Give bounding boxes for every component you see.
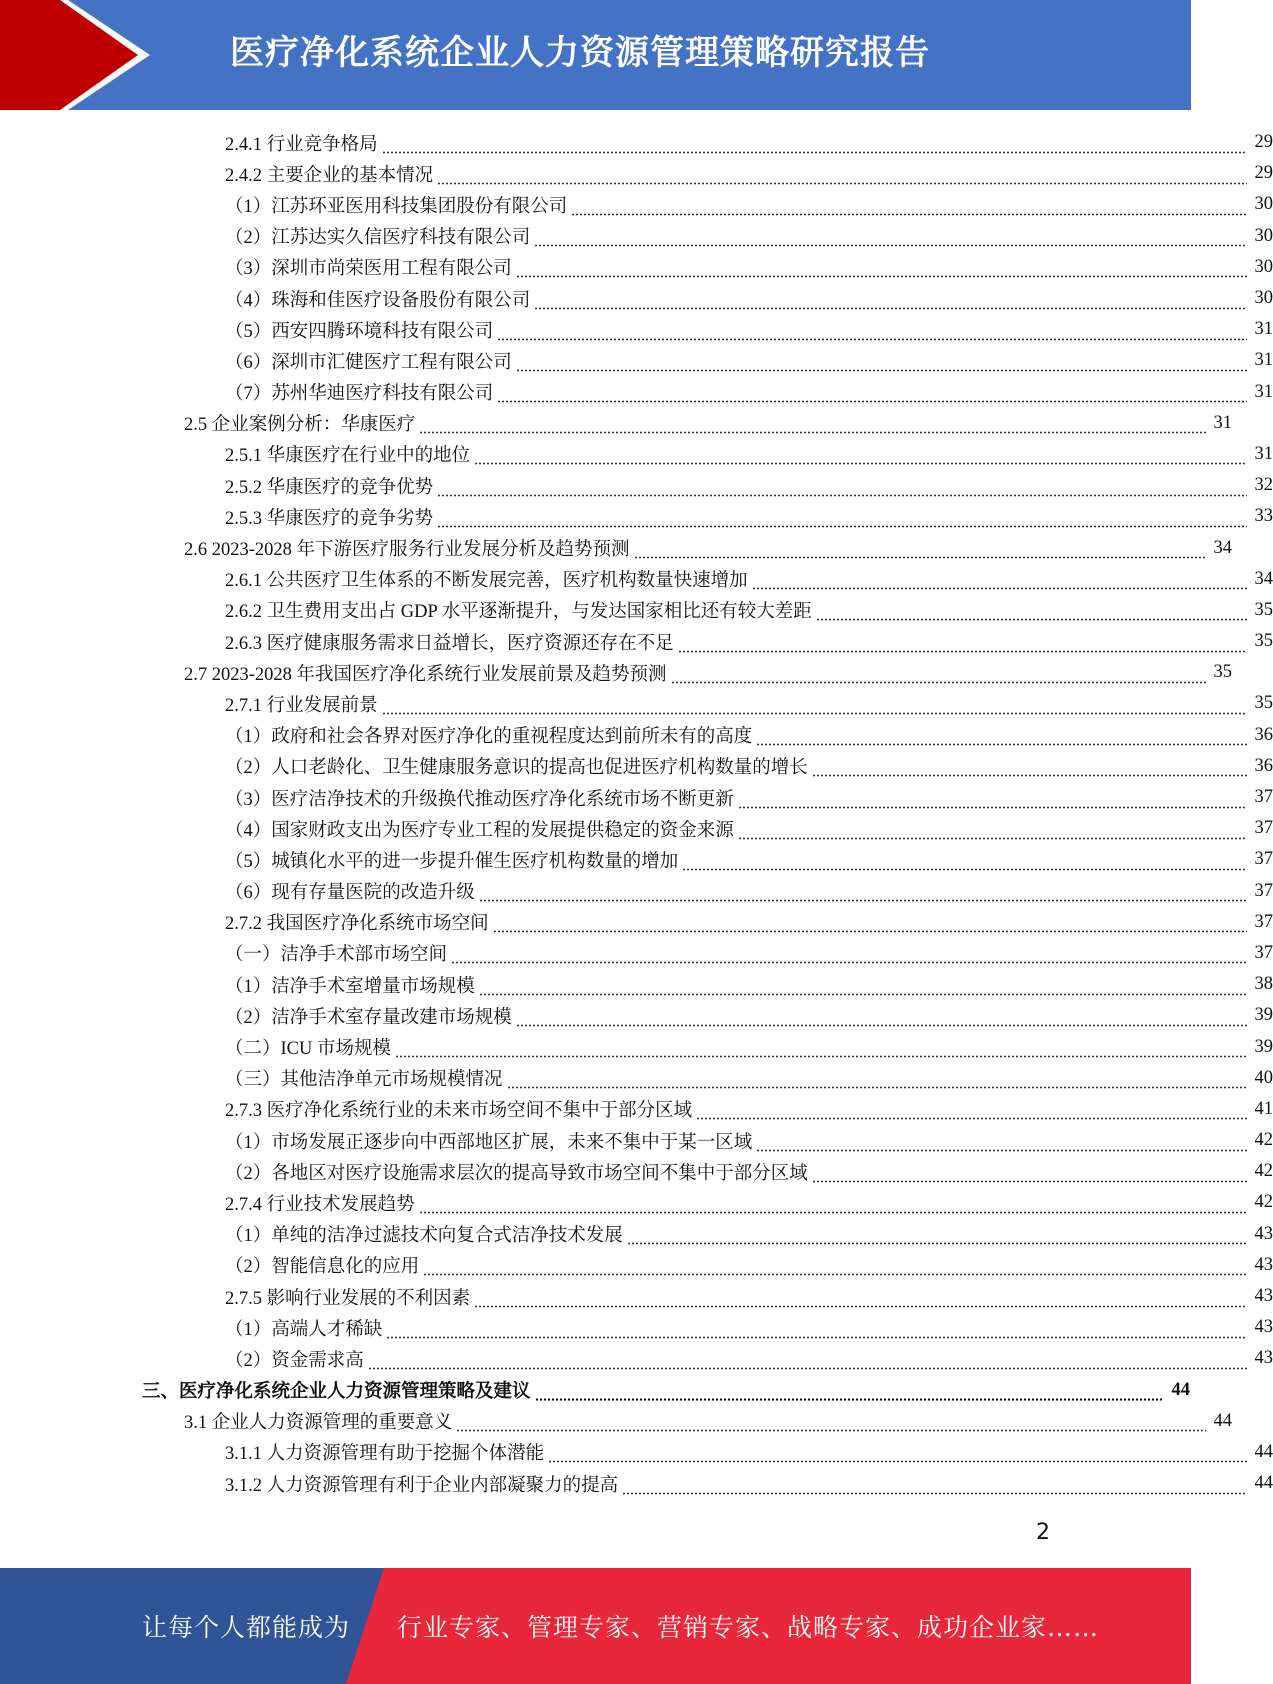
page-header — [0, 0, 1191, 110]
toc-entry-page: 39 — [1254, 1036, 1273, 1057]
toc-entry[interactable] — [0, 876, 1273, 907]
toc-entry-label: 2.4.2 主要企业的基本情况 — [225, 165, 434, 186]
toc-entry-page: 37 — [1254, 818, 1273, 839]
toc-entry-page: 43 — [1254, 1348, 1273, 1369]
toc-entry-label: 2.7 2023-2028 年我国医疗净化系统行业发展前景及趋势预测 — [184, 664, 667, 685]
toc-entry[interactable] — [0, 408, 1232, 439]
toc-entry[interactable] — [0, 751, 1273, 782]
toc-entry-page: 37 — [1254, 880, 1273, 901]
toc-entry-page: 31 — [1213, 412, 1232, 433]
toc-leader-dots — [682, 853, 1247, 871]
toc-entry-page: 36 — [1254, 724, 1273, 745]
toc-leader-dots — [756, 728, 1247, 746]
toc-entry[interactable] — [0, 1312, 1273, 1343]
toc-leader-dots — [534, 292, 1247, 310]
toc-entry[interactable] — [0, 595, 1273, 626]
toc-entry-page: 35 — [1254, 599, 1273, 620]
page-number: 2 — [1036, 1520, 1050, 1545]
toc-entry-label: （二）ICU 市场规模 — [225, 1039, 391, 1060]
toc-leader-dots — [386, 1321, 1247, 1339]
toc-entry[interactable] — [0, 501, 1273, 532]
toc-entry-page: 38 — [1254, 974, 1273, 995]
toc-entry-label: （2）资金需求高 — [225, 1350, 364, 1371]
toc-leader-dots — [437, 479, 1247, 497]
toc-entry-page: 31 — [1254, 350, 1273, 371]
toc-entry-label: 2.5.1 华康医疗在行业中的地位 — [225, 446, 471, 467]
toc-leader-dots — [451, 946, 1247, 964]
toc-entry-page: 44 — [1254, 1441, 1273, 1462]
page-footer — [0, 1568, 1191, 1684]
toc-entry[interactable] — [0, 221, 1273, 252]
toc-leader-dots — [534, 229, 1247, 247]
toc-entry[interactable] — [0, 564, 1273, 595]
toc-entry[interactable] — [0, 1281, 1273, 1312]
toc-entry[interactable] — [0, 1219, 1273, 1250]
toc-entry-label: 2.6.3 医疗健康服务需求日益增长，医疗资源还存在不足 — [225, 633, 674, 654]
toc-entry-label: 3.1.1 人力资源管理有助于挖掘个体潜能 — [225, 1444, 545, 1465]
toc-entry-page: 42 — [1254, 1130, 1273, 1151]
toc-entry-page: 44 — [1254, 1473, 1273, 1494]
toc-leader-dots — [548, 1445, 1247, 1463]
toc-entry-page: 31 — [1254, 381, 1273, 402]
toc-entry-label: （三）其他洁净单元市场规模情况 — [225, 1070, 503, 1091]
toc-leader-dots — [437, 510, 1247, 528]
footer-slogan-right: 行业专家、管理专家、营销专家、战略专家、成功企业家…… — [397, 1613, 1100, 1642]
toc-entry[interactable] — [0, 345, 1273, 376]
toc-entry[interactable] — [0, 844, 1273, 875]
footer-slogan-left: 让每个人都能成为 — [142, 1613, 351, 1642]
toc-entry[interactable] — [0, 1063, 1273, 1094]
toc-entry[interactable] — [0, 720, 1273, 751]
toc-entry[interactable] — [0, 1468, 1273, 1499]
toc-leader-dots — [516, 354, 1247, 372]
toc-entry-label: 2.4.1 行业竞争格局 — [225, 134, 378, 155]
toc-leader-dots — [756, 1134, 1247, 1152]
toc-leader-dots — [535, 1383, 1164, 1401]
toc-entry-page: 31 — [1254, 319, 1273, 340]
toc-entry-label: 2.6.2 卫生费用支出占 GDP 水平逐渐提升，与发达国家相比还有较大差距 — [225, 602, 812, 623]
toc-entry-label: 2.7.2 我国医疗净化系统市场空间 — [225, 914, 489, 935]
toc-entry-page: 35 — [1254, 631, 1273, 652]
toc-leader-dots — [497, 385, 1247, 403]
toc-entry-label: 2.5.2 华康医疗的竞争优势 — [225, 477, 434, 498]
toc-entry-page: 37 — [1254, 787, 1273, 808]
toc-entry[interactable] — [0, 1406, 1232, 1437]
toc-entry-page: 29 — [1254, 163, 1273, 184]
toc-entry[interactable] — [0, 1250, 1273, 1281]
toc-entry[interactable] — [0, 314, 1273, 345]
toc-leader-dots — [382, 697, 1247, 715]
toc-leader-dots — [474, 447, 1247, 465]
toc-entry-page: 44 — [1171, 1379, 1190, 1400]
toc-entry-label: （5）西安四腾环境科技有限公司 — [225, 321, 494, 342]
toc-entry-label: （3）医疗洁净技术的升级换代推动医疗净化系统市场不断更新 — [225, 789, 734, 810]
toc-entry[interactable] — [0, 813, 1273, 844]
toc-entry[interactable] — [0, 688, 1273, 719]
toc-entry-label: （2）各地区对医疗设施需求层次的提高导致市场空间不集中于部分区域 — [225, 1163, 808, 1184]
toc-entry-label: （2）智能信息化的应用 — [225, 1257, 420, 1278]
toc-entry-label: 3.1 企业人力资源管理的重要意义 — [184, 1413, 453, 1434]
toc-entry-label: （2）人口老龄化、卫生健康服务意识的提高也促进医疗机构数量的增长 — [225, 758, 808, 779]
toc-entry-label: （1）高端人才稀缺 — [225, 1319, 383, 1340]
toc-entry-label: （一）洁净手术部市场空间 — [225, 945, 448, 966]
toc-entry-page: 39 — [1254, 1005, 1273, 1026]
toc-entry-label: 2.7.3 医疗净化系统行业的未来市场空间不集中于部分区域 — [225, 1101, 693, 1122]
toc-entry-page: 33 — [1254, 506, 1273, 527]
toc-entry-label: （1）洁净手术室增量市场规模 — [225, 976, 475, 997]
toc-entry-label: （4）国家财政支出为医疗专业工程的发展提供稳定的资金来源 — [225, 820, 734, 841]
toc-entry-page: 30 — [1254, 225, 1273, 246]
toc-entry-page: 35 — [1254, 693, 1273, 714]
toc-leader-dots — [507, 1071, 1247, 1089]
toc-entry-page: 31 — [1254, 443, 1273, 464]
toc-leader-dots — [474, 1290, 1247, 1308]
toc-entry-page: 44 — [1213, 1410, 1232, 1431]
toc-entry-page: 40 — [1254, 1067, 1273, 1088]
toc-leader-dots — [634, 541, 1206, 559]
toc-leader-dots — [497, 323, 1247, 341]
toc-entry[interactable] — [0, 938, 1273, 969]
toc-entry-label: 2.7.1 行业发展前景 — [225, 695, 378, 716]
toc-entry-label: （6）现有存量医院的改造升级 — [225, 883, 475, 904]
toc-leader-dots — [738, 791, 1247, 809]
toc-entry[interactable] — [0, 626, 1273, 657]
toc-leader-dots — [812, 1165, 1247, 1183]
toc-entry-label: 2.5.3 华康医疗的竞争劣势 — [225, 508, 434, 529]
toc-entry-label: 三、医疗净化系统企业人力资源管理策略及建议 — [142, 1382, 531, 1403]
toc-entry[interactable] — [0, 127, 1273, 158]
report-title: 医疗净化系统企业人力资源管理策略研究报告 — [230, 33, 930, 73]
toc-entry-page: 36 — [1254, 755, 1273, 776]
toc-leader-dots — [752, 572, 1247, 590]
toc-leader-dots — [423, 1258, 1247, 1276]
toc-entry-label: （7）苏州华迪医疗科技有限公司 — [225, 384, 494, 405]
toc-leader-dots — [627, 1227, 1247, 1245]
toc-entry[interactable] — [0, 189, 1273, 220]
toc-entry[interactable] — [0, 1125, 1273, 1156]
toc-entry-page: 43 — [1254, 1286, 1273, 1307]
toc-leader-dots — [493, 915, 1247, 933]
table-of-contents — [0, 127, 1273, 1499]
toc-leader-dots — [479, 884, 1247, 902]
toc-entry-label: 2.6 2023-2028 年下游医疗服务行业发展分析及趋势预测 — [184, 540, 630, 561]
toc-entry-page: 29 — [1254, 132, 1273, 153]
toc-leader-dots — [456, 1414, 1206, 1432]
toc-entry-page: 42 — [1254, 1161, 1273, 1182]
toc-entry-page: 34 — [1213, 537, 1232, 558]
toc-entry-page: 30 — [1254, 194, 1273, 215]
toc-entry-label: 2.7.4 行业技术发展趋势 — [225, 1194, 415, 1215]
toc-entry-page: 37 — [1254, 942, 1273, 963]
toc-entry-label: （1）政府和社会各界对医疗净化的重视程度达到前所未有的高度 — [225, 727, 753, 748]
toc-entry-page: 43 — [1254, 1223, 1273, 1244]
toc-entry-label: （5）城镇化水平的进一步提升催生医疗机构数量的增加 — [225, 851, 679, 872]
toc-entry[interactable] — [0, 1000, 1273, 1031]
toc-leader-dots — [395, 1040, 1247, 1058]
toc-entry-label: （1）单纯的洁净过滤技术向复合式洁净技术发展 — [225, 1226, 623, 1247]
toc-entry-page: 37 — [1254, 911, 1273, 932]
toc-entry-page: 32 — [1254, 475, 1273, 496]
toc-entry-label: （4）珠海和佳医疗设备股份有限公司 — [225, 290, 531, 311]
toc-entry-label: 2.6.1 公共医疗卫生体系的不断发展完善，医疗机构数量快速增加 — [225, 571, 748, 592]
toc-leader-dots — [571, 198, 1247, 216]
toc-leader-dots — [671, 666, 1206, 684]
toc-entry-page: 42 — [1254, 1192, 1273, 1213]
toc-entry-page: 37 — [1254, 849, 1273, 870]
toc-entry-label: （2）江苏达实久信医疗科技有限公司 — [225, 228, 531, 249]
toc-leader-dots — [368, 1352, 1247, 1370]
toc-leader-dots — [738, 822, 1247, 840]
toc-entry[interactable] — [0, 377, 1273, 408]
toc-entry[interactable] — [0, 782, 1273, 813]
toc-leader-dots — [816, 603, 1247, 621]
toc-entry-label: 3.1.2 人力资源管理有利于企业内部凝聚力的提高 — [225, 1475, 619, 1496]
toc-entry[interactable] — [0, 252, 1273, 283]
toc-entry-page: 43 — [1254, 1317, 1273, 1338]
toc-leader-dots — [812, 759, 1247, 777]
toc-entry-label: （2）洁净手术室存量改建市场规模 — [225, 1007, 512, 1028]
toc-leader-dots — [437, 167, 1247, 185]
toc-entry-page: 41 — [1254, 1098, 1273, 1119]
toc-leader-dots — [516, 1009, 1247, 1027]
toc-entry[interactable] — [0, 1031, 1273, 1062]
toc-entry[interactable] — [0, 907, 1273, 938]
toc-entry[interactable] — [0, 158, 1273, 189]
toc-entry-label: 2.7.5 影响行业发展的不利因素 — [225, 1288, 471, 1309]
toc-entry[interactable] — [0, 969, 1273, 1000]
toc-leader-dots — [382, 136, 1247, 154]
toc-entry-label: （1）市场发展正逐步向中西部地区扩展，未来不集中于某一区域 — [225, 1132, 753, 1153]
toc-entry-page: 30 — [1254, 256, 1273, 277]
toc-entry-page: 35 — [1213, 662, 1232, 683]
toc-leader-dots — [419, 1196, 1247, 1214]
toc-entry[interactable] — [0, 1375, 1190, 1406]
toc-entry-label: （6）深圳市汇健医疗工程有限公司 — [225, 352, 512, 373]
toc-leader-dots — [479, 978, 1247, 996]
toc-entry-label: （1）江苏环亚医用科技集团股份有限公司 — [225, 196, 568, 217]
toc-leader-dots — [516, 260, 1247, 278]
toc-entry[interactable] — [0, 283, 1273, 314]
toc-entry[interactable] — [0, 1343, 1273, 1374]
toc-entry[interactable] — [0, 1437, 1273, 1468]
toc-entry[interactable] — [0, 657, 1232, 688]
toc-leader-dots — [622, 1477, 1247, 1495]
toc-entry[interactable] — [0, 1187, 1273, 1218]
toc-entry[interactable] — [0, 439, 1273, 470]
toc-entry[interactable] — [0, 470, 1273, 501]
toc-entry[interactable] — [0, 1156, 1273, 1187]
toc-leader-dots — [678, 635, 1247, 653]
toc-entry-page: 34 — [1254, 568, 1273, 589]
toc-entry-page: 30 — [1254, 288, 1273, 309]
toc-entry[interactable] — [0, 532, 1232, 563]
toc-entry-label: 2.5 企业案例分析：华康医疗 — [184, 415, 416, 436]
toc-leader-dots — [419, 416, 1206, 434]
toc-leader-dots — [696, 1102, 1247, 1120]
header-chevron-icon — [0, 0, 160, 110]
toc-entry-page: 43 — [1254, 1254, 1273, 1275]
toc-entry-label: （3）深圳市尚荣医用工程有限公司 — [225, 259, 512, 280]
toc-entry[interactable] — [0, 1094, 1273, 1125]
